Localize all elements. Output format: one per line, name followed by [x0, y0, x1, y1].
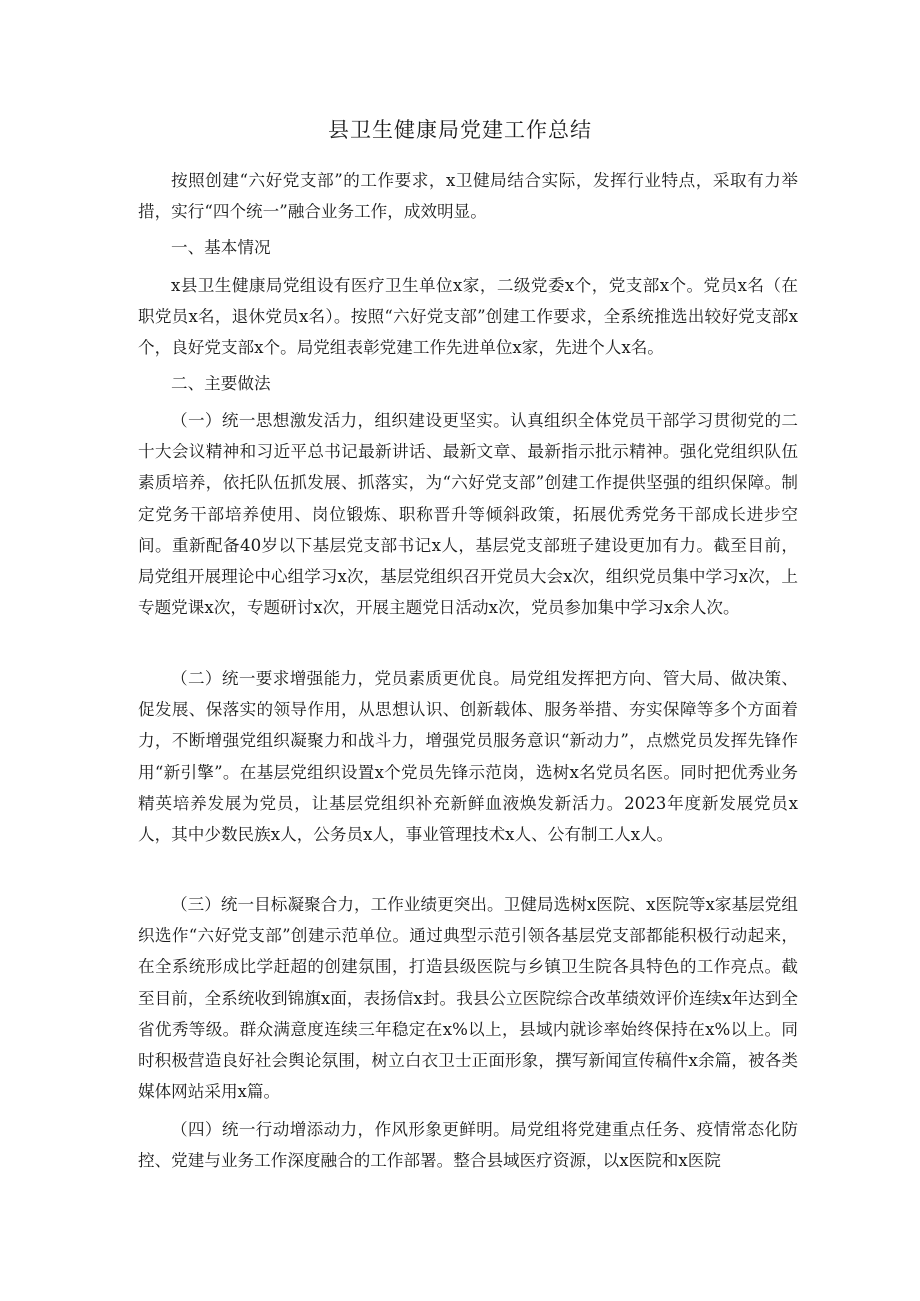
basic-situation-paragraph: x县卫生健康局党组设有医疗卫生单位x家，二级党委x个，党支部x个。党员x名（在职党员x名，退休党员x名）。按照“六好党支部”创建工作要求，全系统推选出较好党支部x个，良好党支部x个。局党组表彰党建工作先进单位x家，先进个人x名。: [138, 276, 798, 358]
practice-item-3: （三）统一目标凝聚合力，工作业绩更突出。卫健局选树x医院、x医院等x家基层党组织选作“六好党支部”创建示范单位。通过典型示范引领各基层党支部都能积极行动起来，在全系统形成比学赶超的创建氛围，打造县级医院与乡镇卫生院各具特色的工作亮点。截至目前，全系统收到锦旗x面，表扬信x封。我县公立医院综合改革绩效评价连续x年达到全省优秀等级。群众满意度连续三年稳定在x%以上，县域内就诊率始终保持在x%以上。同时积极营造良好社会舆论氛围，树立白衣卫士正面形象，撰写新闻宣传稿件x余篇，被各类媒体网站采用x篇。: [138, 895, 798, 1102]
section-heading-main-practices: 二、主要做法: [171, 374, 271, 393]
document-title: 县卫生健康局党建工作总结: [328, 118, 592, 142]
practice-item-2: （二）统一要求增强能力，党员素质更优良。局党组发挥把方向、管大局、做决策、促发展、保落实的领导作用，从思想认识、创新载体、服务举措、夯实保障等多个方面着力，不断增强党组织凝聚力和战斗力，增强党员服务意识“新动力”，点燃党员发挥先锋作用“新引擎”。在基层党组织设置x个党员先锋示范岗，选树x名党员名医。同时把优秀业务精英培养发展为党员，让基层党组织补充新鲜血液焕发新活力。2023年度新发展党员x人，其中少数民族x人，公务员x人，事业管理技术x人、公有制工人x人。: [138, 669, 798, 845]
practice-item-4: （四）统一行动增添动力，作风形象更鲜明。局党组将党建重点任务、疫情常态化防控、党建与业务工作深度融合的工作部署。整合县域医疗资源，以x医院和x医院: [138, 1120, 798, 1171]
practice-item-1: （一）统一思想激发活力，组织建设更坚实。认真组织全体党员干部学习贯彻党的二十大会议精神和习近平总书记最新讲话、最新文章、最新指示批示精神。强化党组织队伍素质培养，依托队伍抓发展、抓落实，为“六好党支部”创建工作提供坚强的组织保障。制定党务干部培养使用、岗位锻炼、职称晋升等倾斜政策，拓展优秀党务干部成长进步空间。重新配备40岁以下基层党支部书记x人，基层党支部班子建设更加有力。截至目前，局党组开展理论中心组学习x次，基层党组织召开党员大会x次，组织党员集中学习x次，上专题党课x次，专题研讨x次，开展主题党日活动x次，党员参加集中学习x余人次。: [138, 411, 798, 618]
intro-paragraph: 按照创建“六好党支部”的工作要求，x卫健局结合实际，发挥行业特点，采取有力举措，实行“四个统一”融合业务工作，成效明显。: [138, 171, 798, 222]
section-heading-basic-situation: 一、基本情况: [171, 238, 271, 257]
